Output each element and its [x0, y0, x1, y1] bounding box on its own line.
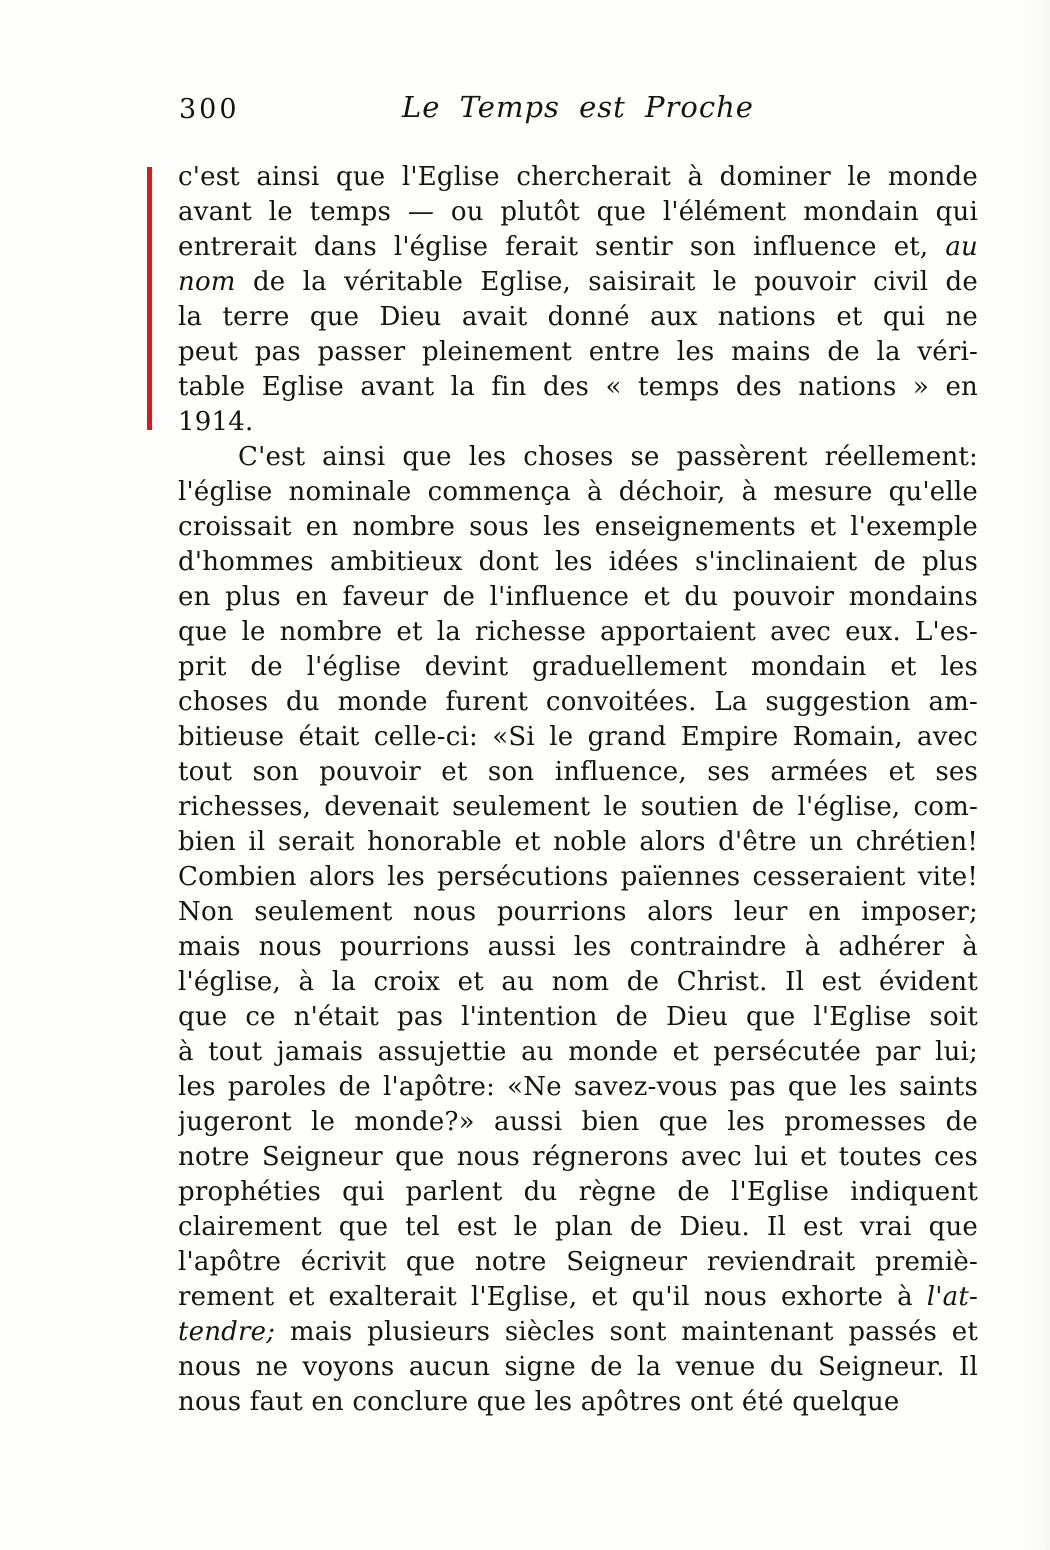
text-line [178, 1105, 978, 1140]
text-line [178, 1175, 978, 1210]
text-segment: Combien alors les persécutions païennes cesseraient vite! [178, 862, 978, 892]
text-line [178, 370, 978, 405]
text-segment: de la véritable Eglise, saisirait le pouvoir civil de [235, 267, 978, 297]
text-line [178, 825, 978, 860]
italic-text-segment: nom [178, 267, 236, 297]
text-segment: en plus en faveur de l'influence et du pouvoir mondains [178, 582, 978, 612]
text-line [178, 160, 978, 195]
paragraph-1 [178, 160, 978, 440]
text-line [178, 1070, 978, 1105]
text-segment: nous faut en conclure que les apôtres ont été quelque [178, 1387, 900, 1417]
text-segment: prophéties qui parlent du règne de l'Eglise indiquent [178, 1177, 978, 1207]
text-segment: notre Seigneur que nous régnerons avec lui et toutes ces [178, 1142, 978, 1172]
text-segment: Non seulement nous pourrions alors leur en imposer; [178, 897, 978, 927]
text-segment: C'est ainsi que les choses se passèrent réellement: [238, 442, 978, 472]
text-line [178, 930, 978, 965]
text-segment: avant le temps — ou plutôt que l'élément mondain qui [178, 197, 978, 227]
text-segment: c'est ainsi que l'Eglise chercherait à dominer le monde [178, 162, 978, 192]
text-line [178, 195, 978, 230]
text-line [178, 755, 978, 790]
text-segment: table Eglise avant la fin des « temps des nations » en [178, 372, 978, 402]
text-segment: que le nombre et la richesse apportaient avec eux. L'es- [178, 617, 978, 647]
text-segment: mais plusieurs siècles sont maintenant passés et [275, 1317, 978, 1347]
text-line [178, 1210, 978, 1245]
paragraph-2 [178, 440, 978, 1420]
text-line [178, 1350, 978, 1385]
text-line [178, 580, 978, 615]
text-line [178, 475, 978, 510]
text-segment: l'église, à la croix et au nom de Christ. Il est évident [178, 967, 978, 997]
text-line [178, 1315, 978, 1350]
text-line [178, 1000, 978, 1035]
text-segment: peut pas passer pleinement entre les mains de la véri- [178, 337, 978, 367]
text-line [178, 405, 978, 440]
text-segment: choses du monde furent convoitées. La suggestion am- [178, 687, 978, 717]
text-line [178, 335, 978, 370]
text-segment: rement et exalterait l'Eglise, et qu'il nous exhorte à [178, 1282, 927, 1312]
text-line [178, 615, 978, 650]
text-segment: richesses, devenait seulement le soutien de l'église, com- [178, 792, 978, 822]
text-segment: 1914. [178, 407, 254, 437]
text-segment: clairement que tel est le plan de Dieu. Il est vrai que [178, 1212, 978, 1242]
text-segment: d'hommes ambitieux dont les idées s'inclinaient de plus [178, 547, 978, 577]
text-line [178, 965, 978, 1000]
page-number: 300 [179, 94, 240, 125]
text-segment: nous ne voyons aucun signe de la venue du Seigneur. Il [178, 1352, 978, 1382]
text-line [178, 860, 978, 895]
text-line [178, 265, 978, 300]
text-line [178, 1280, 978, 1315]
text-segment: bien il serait honorable et noble alors d'être un chrétien! [178, 827, 978, 857]
red-sideline-mark [147, 167, 152, 430]
text-segment: mais nous pourrions aussi les contraindre à adhérer à [178, 932, 978, 962]
italic-text-segment: tendre; [178, 1317, 276, 1347]
running-title: Le Temps est Proche [402, 90, 754, 124]
text-line [178, 510, 978, 545]
text-line [178, 720, 978, 755]
text-line [178, 440, 978, 475]
text-line [178, 1385, 978, 1420]
text-segment: la terre que Dieu avait donné aux nations et qui ne [178, 302, 978, 332]
text-segment: croissait en nombre sous les enseignements et l'exemple [178, 512, 978, 542]
text-line [178, 895, 978, 930]
text-line [178, 1035, 978, 1070]
text-segment: entrerait dans l'église ferait sentir son influence et, [178, 232, 946, 262]
text-segment: à tout jamais assujettie au monde et persécutée par lui; [178, 1037, 978, 1067]
text-segment: bitieuse était celle-ci: «Si le grand Empire Romain, avec [178, 722, 978, 752]
text-segment: tout son pouvoir et son influence, ses armées et ses [178, 757, 978, 787]
text-segment: jugeront le monde?» aussi bien que les promesses de [178, 1107, 978, 1137]
text-block [178, 160, 978, 1420]
text-line [178, 685, 978, 720]
text-line [178, 790, 978, 825]
text-line [178, 650, 978, 685]
text-line [178, 1140, 978, 1175]
text-line [178, 1245, 978, 1280]
text-segment: l'apôtre écrivit que notre Seigneur reviendrait premiè- [178, 1247, 978, 1277]
text-line [178, 545, 978, 580]
italic-text-segment: au [945, 232, 978, 262]
text-segment: l'église nominale commença à déchoir, à mesure qu'elle [178, 477, 978, 507]
text-segment: prit de l'église devint graduellement mondain et les [178, 652, 978, 682]
text-line [178, 230, 978, 265]
text-line [178, 300, 978, 335]
text-segment: que ce n'était pas l'intention de Dieu que l'Eglise soit [178, 1002, 978, 1032]
text-segment: les paroles de l'apôtre: «Ne savez-vous pas que les saints [178, 1072, 978, 1102]
italic-text-segment: l'at- [926, 1282, 978, 1312]
